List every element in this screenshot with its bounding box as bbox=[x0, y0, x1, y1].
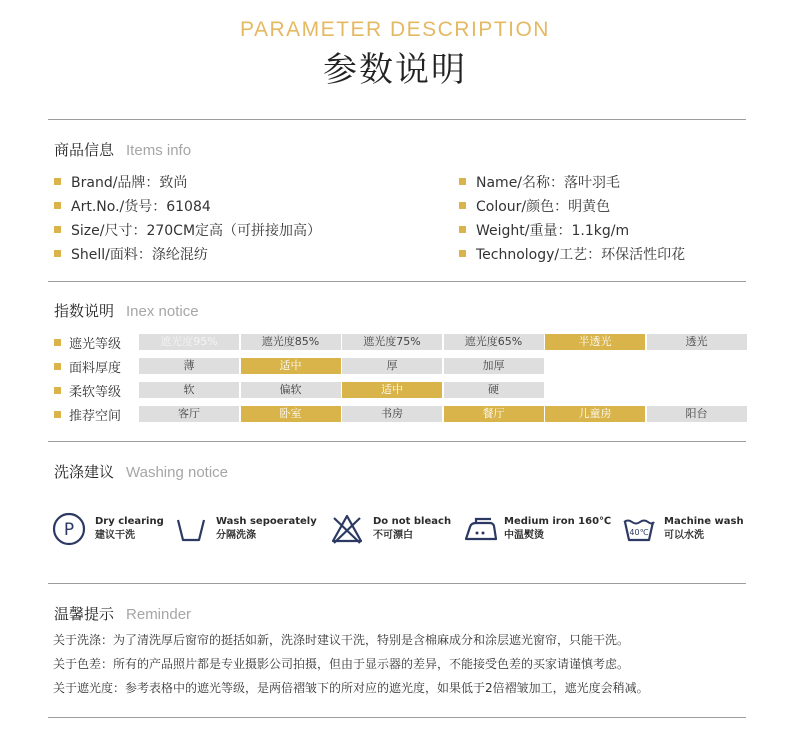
index-notice-title-cn: 指数说明 bbox=[54, 302, 115, 320]
wash-item-en: Dry clearing bbox=[95, 516, 164, 527]
divider bbox=[48, 281, 746, 282]
index-cell: 薄 bbox=[139, 358, 239, 374]
header-title-en: PARAMETER DESCRIPTION bbox=[240, 18, 550, 41]
items-info-title bbox=[54, 139, 191, 160]
svg-text:P: P bbox=[63, 520, 75, 540]
index-cell: 适中 bbox=[241, 358, 341, 374]
reminder-title-cn: 温馨提示 bbox=[54, 605, 115, 623]
info-item bbox=[459, 196, 610, 216]
reminder-line: 关于遮光度：参考表格中的遮光等级，是两倍褶皱下的所对应的遮光度，如果低于2倍褶皱加工，遮光度会稍减。 bbox=[53, 681, 649, 695]
info-item bbox=[54, 244, 208, 264]
divider bbox=[48, 119, 746, 120]
info-item-text: Colour/颜色：明黄色 bbox=[476, 199, 611, 215]
info-item-text: Size/尺寸：270CM定高（可拼接加高） bbox=[71, 223, 322, 239]
header-title-cn: 参数说明 bbox=[323, 50, 467, 90]
wash-item bbox=[622, 512, 747, 546]
index-cell: 偏软 bbox=[241, 382, 341, 398]
info-item bbox=[54, 172, 187, 192]
bullet-icon bbox=[54, 387, 61, 394]
bullet-icon bbox=[54, 411, 61, 418]
bullet-icon bbox=[459, 202, 466, 209]
wash-item-en: Machine wash bbox=[664, 516, 744, 527]
index-cell: 卧室 bbox=[241, 406, 341, 422]
water-wash-icon bbox=[622, 512, 656, 546]
bullet-icon bbox=[54, 226, 61, 233]
info-item bbox=[459, 172, 620, 192]
items-info-title-cn: 商品信息 bbox=[54, 141, 115, 159]
info-item bbox=[459, 220, 629, 240]
wash-item-en: Do not bleach bbox=[373, 516, 452, 527]
index-cell: 遮光度95% bbox=[139, 334, 239, 350]
info-item bbox=[459, 244, 685, 264]
index-cell: 硬 bbox=[444, 382, 544, 398]
index-cell: 阳台 bbox=[647, 406, 747, 422]
info-item-text: Brand/品牌：致尚 bbox=[71, 175, 188, 191]
iron-icon bbox=[464, 512, 498, 546]
reminder-line: 关于色差：所有的产品照片都是专业摄影公司拍摄，但由于显示器的差异，不能接受色差的买家请谨慎考虑。 bbox=[53, 657, 630, 671]
index-cell: 儿童房 bbox=[545, 406, 645, 422]
wash-item-cn: 中温熨烫 bbox=[504, 530, 544, 541]
bullet-icon bbox=[54, 178, 61, 185]
wash-item bbox=[464, 512, 612, 546]
wash-tub-icon bbox=[174, 512, 208, 546]
index-cell: 客厅 bbox=[139, 406, 239, 422]
index-row-label bbox=[54, 333, 121, 352]
index-cell: 厚 bbox=[342, 358, 442, 374]
index-cell: 遮光度85% bbox=[241, 334, 341, 350]
index-cell: 遮光度75% bbox=[342, 334, 442, 350]
index-cell: 遮光度65% bbox=[444, 334, 544, 350]
wash-item bbox=[330, 512, 450, 546]
washing-notice-title-cn: 洗涤建议 bbox=[54, 463, 115, 481]
reminder-title bbox=[54, 603, 191, 624]
info-item bbox=[54, 220, 321, 240]
index-row-label-text: 遮光等级 bbox=[69, 337, 122, 352]
wash-item-en: Medium iron 160℃ bbox=[504, 516, 612, 527]
index-cell: 透光 bbox=[647, 334, 747, 350]
tub-temperature: 40℃ bbox=[629, 528, 649, 537]
washing-notice-title bbox=[54, 461, 228, 482]
index-cell: 餐厅 bbox=[444, 406, 544, 422]
items-info-title-en: Items info bbox=[126, 142, 192, 159]
washing-notice-title-en: Washing notice bbox=[126, 464, 229, 481]
index-row-label bbox=[54, 405, 121, 424]
bullet-icon bbox=[459, 226, 466, 233]
divider bbox=[48, 717, 746, 718]
dry-clean-icon bbox=[52, 512, 86, 546]
wash-item-cn: 建议干洗 bbox=[95, 530, 135, 541]
wash-item-cn: 可以水洗 bbox=[664, 530, 704, 541]
index-cell: 软 bbox=[139, 382, 239, 398]
index-cell: 半透光 bbox=[545, 334, 645, 350]
wash-item-en: Wash sepoerately bbox=[216, 516, 317, 527]
no-bleach-icon bbox=[330, 512, 364, 546]
bullet-icon bbox=[54, 202, 61, 209]
index-cell: 适中 bbox=[342, 382, 442, 398]
index-notice-title bbox=[54, 300, 199, 321]
index-row-label-text: 柔软等级 bbox=[69, 385, 122, 400]
index-cell: 书房 bbox=[342, 406, 442, 422]
index-row-label-text: 推荐空间 bbox=[69, 409, 122, 424]
info-item-text: Technology/工艺：环保活性印花 bbox=[476, 247, 686, 263]
info-item-text: Name/名称：落叶羽毛 bbox=[476, 175, 621, 191]
divider bbox=[48, 583, 746, 584]
wash-item bbox=[174, 512, 317, 546]
index-row-label-text: 面料厚度 bbox=[69, 361, 122, 376]
index-notice-title-en: Inex notice bbox=[126, 303, 199, 320]
info-item-text: Weight/重量：1.1kg/m bbox=[476, 223, 630, 239]
reminder-title-en: Reminder bbox=[126, 606, 192, 623]
divider bbox=[48, 441, 746, 442]
info-item-text: Art.No./货号：61084 bbox=[71, 199, 211, 215]
info-item bbox=[54, 196, 211, 216]
index-cell: 加厚 bbox=[444, 358, 544, 374]
wash-item-cn: 分隔洗涤 bbox=[216, 530, 256, 541]
reminder-line: 关于洗涤：为了清洗厚后窗帘的挺括如新，洗涤时建议干洗，特别是含棉麻成分和涂层遮光窗帘，只能干洗。 bbox=[53, 633, 630, 647]
bullet-icon bbox=[459, 178, 466, 185]
info-item-text: Shell/面料：涤纶混纺 bbox=[71, 247, 208, 263]
wash-item bbox=[52, 512, 172, 546]
index-row-label bbox=[54, 357, 121, 376]
bullet-icon bbox=[54, 339, 61, 346]
wash-item-cn: 不可漂白 bbox=[373, 530, 413, 541]
index-row-label bbox=[54, 381, 121, 400]
bullet-icon bbox=[459, 250, 466, 257]
bullet-icon bbox=[54, 250, 61, 257]
bullet-icon bbox=[54, 363, 61, 370]
